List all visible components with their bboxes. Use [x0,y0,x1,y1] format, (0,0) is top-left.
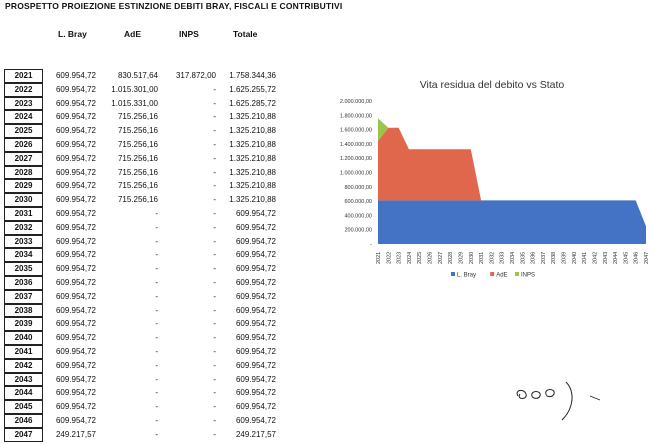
ade-cell: - [155,333,158,343]
total-cell: 1.325.210,88 [229,195,276,205]
y-tick-label: 400.000,00 [344,213,372,220]
bray-cell: 609.954,72 [55,346,96,356]
bray-cell: 609.954,72 [55,319,96,329]
x-tick-label: 2025 [417,251,424,264]
legend-label: INPS [521,272,536,279]
x-tick-label: 2031 [479,251,486,264]
x-tick-label: 2033 [499,251,506,264]
bray-cell: 609.954,72 [55,167,96,177]
bray-cell: 609.954,72 [55,236,96,246]
x-tick-label: 2036 [530,251,537,264]
inps-cell: - [213,98,216,108]
year-cell: 2034 [4,248,43,262]
bray-cell: 609.954,72 [55,291,96,301]
total-cell: 1.625.285,72 [229,98,276,108]
ade-cell: - [155,222,158,232]
inps-cell: - [213,360,216,370]
bray-cell: 609.954,72 [55,208,96,218]
header-inps: INPS [179,29,199,39]
y-tick-label: 1.400.000,00 [339,141,372,148]
total-cell: 1.325.210,88 [229,181,276,191]
total-cell: 1.758.344,36 [229,71,276,80]
year-cell: 2027 [4,152,43,166]
year-cell: 2044 [4,386,43,400]
total-cell: 609.954,72 [235,319,276,329]
header-bray: L. Bray [58,29,87,39]
ade-cell: - [155,388,158,398]
inps-cell: - [213,291,216,301]
year-cell: 2033 [4,235,43,249]
inps-cell: - [213,181,216,191]
ade-cell: - [155,360,158,370]
header-ade: AdE [124,29,141,39]
inps-cell: - [213,402,216,412]
inps-cell: - [213,195,216,205]
x-tick-label: 2047 [644,251,650,264]
bray-cell: 609.954,72 [55,84,96,94]
x-tick-label: 2037 [540,251,547,264]
inps-cell: - [213,153,216,163]
ade-cell: - [155,305,158,315]
year-cell: 2026 [4,138,43,152]
ade-cell: - [155,429,158,439]
legend-swatch [451,272,455,276]
bray-cell: 609.954,72 [55,153,96,163]
header-total: Totale [233,29,258,39]
ade-cell: - [155,236,158,246]
bray-cell: 609.954,72 [55,250,96,260]
ade-cell: 830.517,64 [117,71,158,80]
year-cell: 2045 [4,400,43,414]
inps-cell: - [213,126,216,136]
ade-cell: - [155,415,158,425]
total-cell: 609.954,72 [235,360,276,370]
bray-cell: 609.954,72 [55,222,96,232]
year-cell: 2024 [4,110,43,124]
x-tick-label: 2043 [602,251,609,264]
total-cell: 609.954,72 [235,415,276,425]
inps-cell: - [213,277,216,287]
year-cell: 2025 [4,124,43,138]
x-tick-label: 2021 [376,251,382,264]
bray-cell: 609.954,72 [55,181,96,191]
bray-cell: 609.954,72 [55,374,96,384]
x-tick-label: 2042 [592,251,599,264]
total-cell: 609.954,72 [235,236,276,246]
x-tick-label: 2022 [386,251,393,264]
inps-cell: - [213,139,216,149]
inps-cell: - [213,208,216,218]
ade-cell: - [155,208,158,218]
year-cell: 2047 [4,428,43,442]
total-cell: 609.954,72 [235,374,276,384]
ade-cell: 715.256,16 [117,167,158,177]
inps-cell: 317.872,00 [175,71,216,80]
total-cell: 609.954,72 [235,333,276,343]
year-cell: 2031 [4,207,43,221]
y-tick-label: 1.600.000,00 [339,127,372,134]
ade-cell: 715.256,16 [117,112,158,122]
year-cell: 2022 [4,83,43,97]
legend-swatch [490,272,494,276]
inps-cell: - [213,167,216,177]
x-tick-label: 2024 [406,251,413,264]
ade-cell: 715.256,16 [117,153,158,163]
legend-label: AdE [496,272,508,279]
ade-cell: 715.256,16 [117,139,158,149]
ade-cell: - [155,402,158,412]
inps-cell: - [213,374,216,384]
year-cell: 2038 [4,304,43,318]
ade-cell: 1.015.301,00 [111,84,158,94]
y-tick-label: 2.000.000,00 [339,99,372,105]
x-tick-label: 2039 [561,251,568,264]
year-cell: 2036 [4,276,43,290]
bray-cell: 609.954,72 [55,264,96,274]
bray-cell: 609.954,72 [55,388,96,398]
total-cell: 1.625.255,72 [229,84,276,94]
ade-cell: 715.256,16 [117,195,158,205]
total-cell: 249.217,57 [235,429,276,439]
total-cell: 609.954,72 [235,277,276,287]
year-cell: 2030 [4,193,43,207]
legend-swatch [515,272,519,276]
ade-cell: - [155,264,158,274]
y-tick-label: - [370,242,372,248]
inps-cell: - [213,305,216,315]
ade-cell: - [155,346,158,356]
total-cell: 609.954,72 [235,222,276,232]
total-cell: 609.954,72 [235,305,276,315]
bray-cell: 609.954,72 [55,195,96,205]
bray-cell: 609.954,72 [55,333,96,343]
series-area-l-bray [378,200,646,244]
y-tick-label: 800.000,00 [344,184,372,191]
ade-cell: 715.256,16 [117,181,158,191]
x-tick-label: 2041 [582,251,589,264]
year-cell: 2042 [4,359,43,373]
inps-cell: - [213,264,216,274]
bray-cell: 609.954,72 [55,415,96,425]
year-cell: 2035 [4,262,43,276]
bray-cell: 249.217,57 [55,429,96,439]
total-cell: 609.954,72 [235,208,276,218]
x-tick-label: 2044 [613,251,620,264]
total-cell: 1.325.210,88 [229,167,276,177]
inps-cell: - [213,250,216,260]
year-cell: 2046 [4,414,43,428]
x-tick-label: 2045 [623,251,630,264]
y-tick-label: 1.000.000,00 [339,170,372,177]
inps-cell: - [213,222,216,232]
total-cell: 609.954,72 [235,264,276,274]
x-tick-label: 2046 [633,251,640,264]
bray-cell: 609.954,72 [55,71,96,80]
year-cell: 2032 [4,221,43,235]
total-cell: 609.954,72 [235,346,276,356]
year-cell: 2028 [4,166,43,180]
total-cell: 609.954,72 [235,388,276,398]
total-cell: 609.954,72 [235,402,276,412]
y-tick-label: 1.200.000,00 [339,156,372,163]
inps-cell: - [213,333,216,343]
document-title: PROSPETTO PROIEZIONE ESTINZIONE DEBITI BRAY, FISCALI E CONTRIBUTIVI [5,1,343,11]
x-tick-label: 2040 [571,251,578,264]
year-cell: 2039 [4,317,43,331]
ade-cell: - [155,277,158,287]
year-cell: 2023 [4,97,43,111]
x-tick-label: 2032 [489,251,496,264]
bray-cell: 609.954,72 [55,126,96,136]
ade-cell: 1.015.331,00 [111,98,158,108]
inps-cell: - [213,112,216,122]
x-tick-label: 2029 [458,251,465,264]
x-tick-label: 2030 [468,251,475,264]
year-cell: 2041 [4,345,43,359]
year-cell: 2037 [4,290,43,304]
x-tick-label: 2027 [437,251,444,264]
y-tick-label: 200.000,00 [344,227,372,234]
total-cell: 1.325.210,88 [229,126,276,136]
total-cell: 609.954,72 [235,250,276,260]
inps-cell: - [213,319,216,329]
inps-cell: - [213,346,216,356]
x-tick-label: 2035 [520,251,527,264]
ade-cell: - [155,250,158,260]
inps-cell: - [213,415,216,425]
inps-cell: - [213,388,216,398]
bray-cell: 609.954,72 [55,277,96,287]
bray-cell: 609.954,72 [55,112,96,122]
handwritten-signature [510,378,610,428]
year-cell: 2021 [4,69,43,83]
inps-cell: - [213,84,216,94]
bray-cell: 609.954,72 [55,402,96,412]
ade-cell: - [155,291,158,301]
year-cell: 2043 [4,373,43,387]
total-cell: 609.954,72 [235,291,276,301]
x-tick-label: 2038 [551,251,558,264]
total-cell: 1.325.210,88 [229,153,276,163]
bray-cell: 609.954,72 [55,98,96,108]
bray-cell: 609.954,72 [55,305,96,315]
ade-cell: 715.256,16 [117,126,158,136]
inps-cell: - [213,429,216,439]
inps-cell: - [213,236,216,246]
year-cell: 2029 [4,179,43,193]
year-cell: 2040 [4,331,43,345]
x-tick-label: 2028 [448,251,455,264]
bray-cell: 609.954,72 [55,360,96,370]
x-tick-label: 2023 [396,251,403,264]
total-cell: 1.325.210,88 [229,112,276,122]
y-tick-label: 600.000,00 [344,199,372,206]
ade-cell: - [155,319,158,329]
y-tick-label: 1.800.000,00 [339,113,372,120]
bray-cell: 609.954,72 [55,139,96,149]
legend-label: L. Bray [457,272,477,279]
ade-cell: - [155,374,158,384]
chart-title: Vita residua del debito vs Stato [419,79,565,91]
x-tick-label: 2034 [510,251,516,264]
x-tick-label: 2026 [427,251,434,264]
total-cell: 1.325.210,88 [229,139,276,149]
